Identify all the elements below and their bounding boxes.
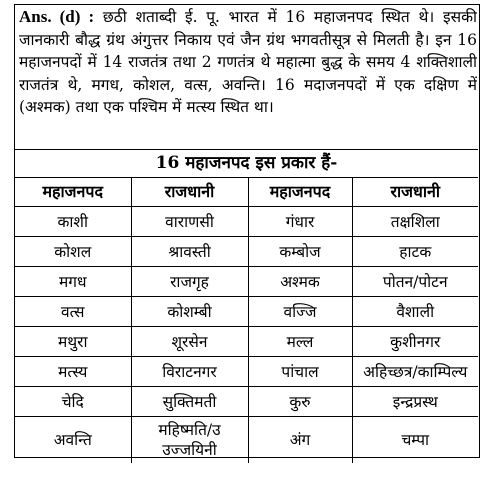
table-cell: मल्ल — [248, 327, 352, 357]
table-row — [15, 417, 478, 464]
table-header-row — [15, 178, 478, 207]
table-cell: मगध — [15, 267, 131, 297]
table-cell: सुक्तिमती — [131, 387, 248, 417]
table-cell: अश्मक — [248, 267, 352, 297]
table-cell: श्रावस्ती — [131, 237, 248, 267]
table-cell: वैशाली — [352, 297, 478, 327]
table-cell: तक्षशिला — [352, 207, 478, 237]
mahajanapada-table — [15, 177, 478, 463]
table-cell: गंधार — [248, 207, 352, 237]
table-cell: पांचाल — [248, 357, 352, 387]
table-row — [15, 237, 478, 267]
table-cell: अंग — [248, 417, 352, 464]
table-cell: शूरसेन — [131, 327, 248, 357]
header-mahajanapada-2: महाजनपद — [248, 178, 352, 207]
table-cell: कुरु — [248, 387, 352, 417]
table-cell: मथुरा — [15, 327, 131, 357]
answer-text: छठी शताब्दी ई. पू. भारत में 16 महाजनपद स्थित थे। इसकी जानकारी बौद्ध ग्रंथ अंगुत्तर निकाय एवं जैन ग्रंथ भगवतीसूत्र से मिलती है। इन 16 महाजनपदों में 14 राजतंत्र तथा 2 गणतंत्र थे महात्मा बुद्ध के समय 4 शक्तिशाली राजतंत्र थे, मगध, कोशल, वत्स, अवन्ति। 16 मदाजनपदों में एक दक्षिण में (अश्मक) तथा एक पश्चिम में मत्स्य स्थित था। — [19, 8, 477, 116]
header-mahajanapada-1: महाजनपद — [15, 178, 131, 207]
table-cell: राजगृह — [131, 267, 248, 297]
table-cell: पोतन/पोटन — [352, 267, 478, 297]
table-cell: इन्द्रप्रस्थ — [352, 387, 478, 417]
table-cell: वाराणसी — [131, 207, 248, 237]
table-cell: महिष्मति/उ उज्जयिनी — [131, 417, 248, 464]
answer-label: Ans. (d) : — [19, 7, 95, 26]
header-capital-2: राजधानी — [352, 178, 478, 207]
table-row — [15, 267, 478, 297]
answer-paragraph — [19, 6, 477, 146]
table-cell: हाटक — [352, 237, 478, 267]
table-cell: विराटनगर — [131, 357, 248, 387]
table-cell: कम्बोज — [248, 237, 352, 267]
table-cell: कोशल — [15, 237, 131, 267]
table-cell: वज्जि — [248, 297, 352, 327]
table-row — [15, 387, 478, 417]
table-row — [15, 207, 478, 237]
table-row — [15, 327, 478, 357]
table-cell: मत्स्य — [15, 357, 131, 387]
table-row — [15, 357, 478, 387]
table-cell: वत्स — [15, 297, 131, 327]
table-cell: काशी — [15, 207, 131, 237]
answer-box — [14, 4, 480, 458]
table-cell: चम्पा — [352, 417, 478, 464]
table-cell: कोशम्बी — [131, 297, 248, 327]
table-cell: कुशीनगर — [352, 327, 478, 357]
header-capital-1: राजधानी — [131, 178, 248, 207]
table-cell: अवन्ति — [15, 417, 131, 464]
table-cell: अहिच्छत्र/काम्पिल्य — [352, 357, 478, 387]
table-cell: चेदि — [15, 387, 131, 417]
table-title: 16 महाजनपद इस प्रकार हैं- — [15, 149, 478, 177]
table-row — [15, 297, 478, 327]
